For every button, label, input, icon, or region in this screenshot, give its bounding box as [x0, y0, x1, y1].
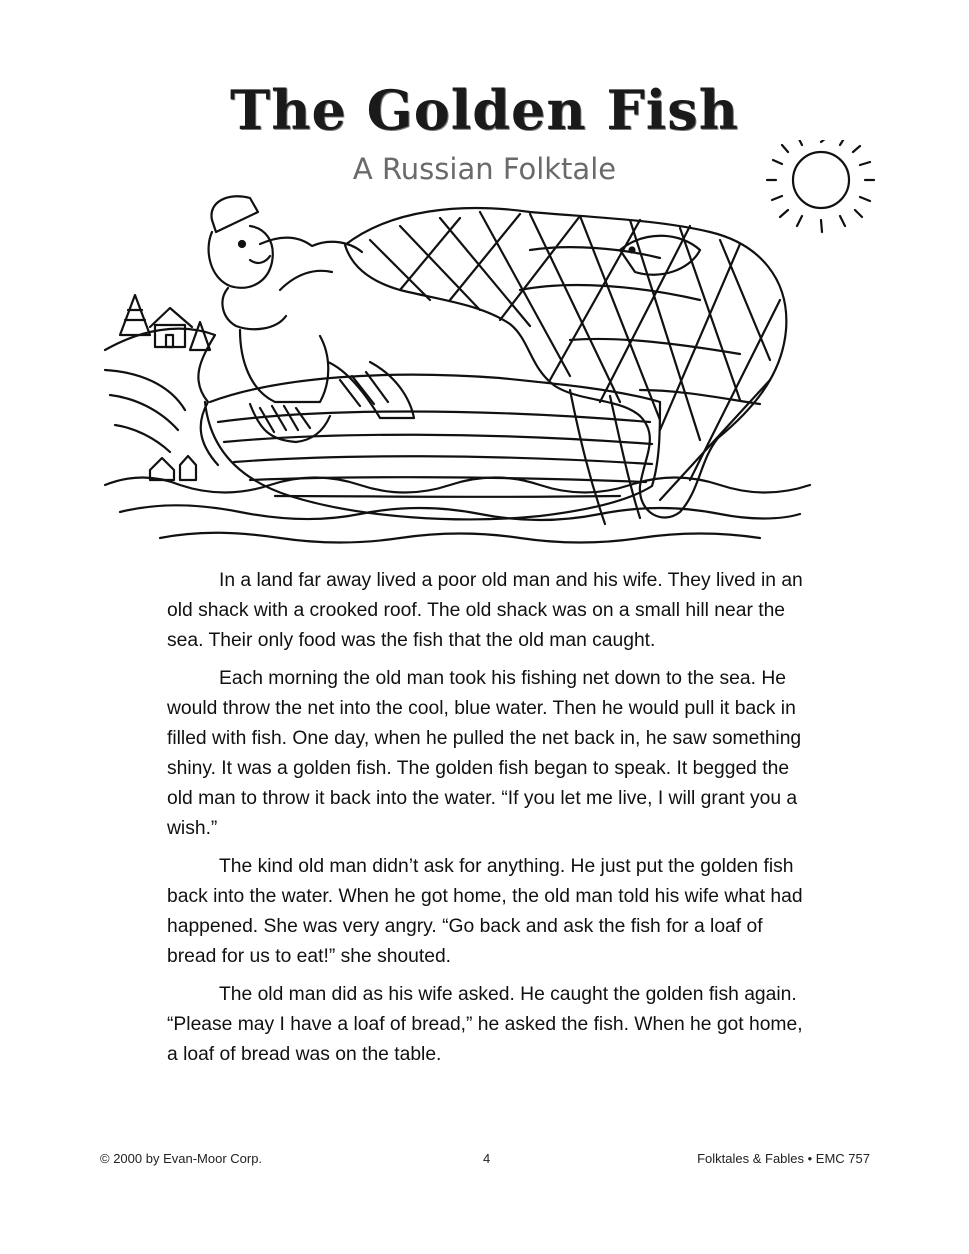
sun-icon [767, 140, 874, 232]
page-title: The Golden Fish [230, 78, 739, 142]
story-paragraph: The kind old man didn’t ask for anything. He just put the golden fish back into the water. When he got home, the old man told his wife what had happened. She was very angry. “Go back and ask the fish for a loaf of bread for us to eat!” she shouted. [167, 856, 803, 967]
page-number: 4 [483, 1151, 491, 1166]
waves-icon [105, 478, 810, 543]
story-text [167, 566, 807, 1078]
page-subtitle: A Russian Folktale [352, 152, 617, 186]
story-illustration [100, 140, 890, 560]
fisherman-icon [209, 196, 414, 442]
story-paragraph: Each morning the old man took his fishing net down to the sea. He would throw the net into the cool, blue water. Then he would pull it back in filled with fish. One day, when he pulled the net back in, he saw something shiny. It was a golden fish. The golden fish began to speak. It begged the old man to throw it back into the water. “If you let me live, I will grant you a wish.” [167, 668, 802, 839]
golden-fish-icon [620, 236, 700, 275]
book-info: Folktales & Fables • EMC 757 [697, 1151, 870, 1166]
boat-icon [205, 375, 660, 524]
page-footer [100, 1151, 870, 1171]
copyright-notice: © 2000 by Evan-Moor Corp. [100, 1151, 263, 1166]
fishing-net-icon [345, 208, 786, 518]
house-icon [150, 308, 192, 347]
village-icon [150, 456, 196, 480]
story-paragraph: The old man did as his wife asked. He caught the golden fish again. “Please may I have a loaf of bread,” he asked the fish. When he got home, a loaf of bread was on the table. [167, 984, 803, 1065]
story-paragraph: In a land far away lived a poor old man and his wife. They lived in an old shack with a crooked roof. The old shack was on a small hill near the sea. Their only food was the fish that the old man caught. [167, 570, 803, 651]
